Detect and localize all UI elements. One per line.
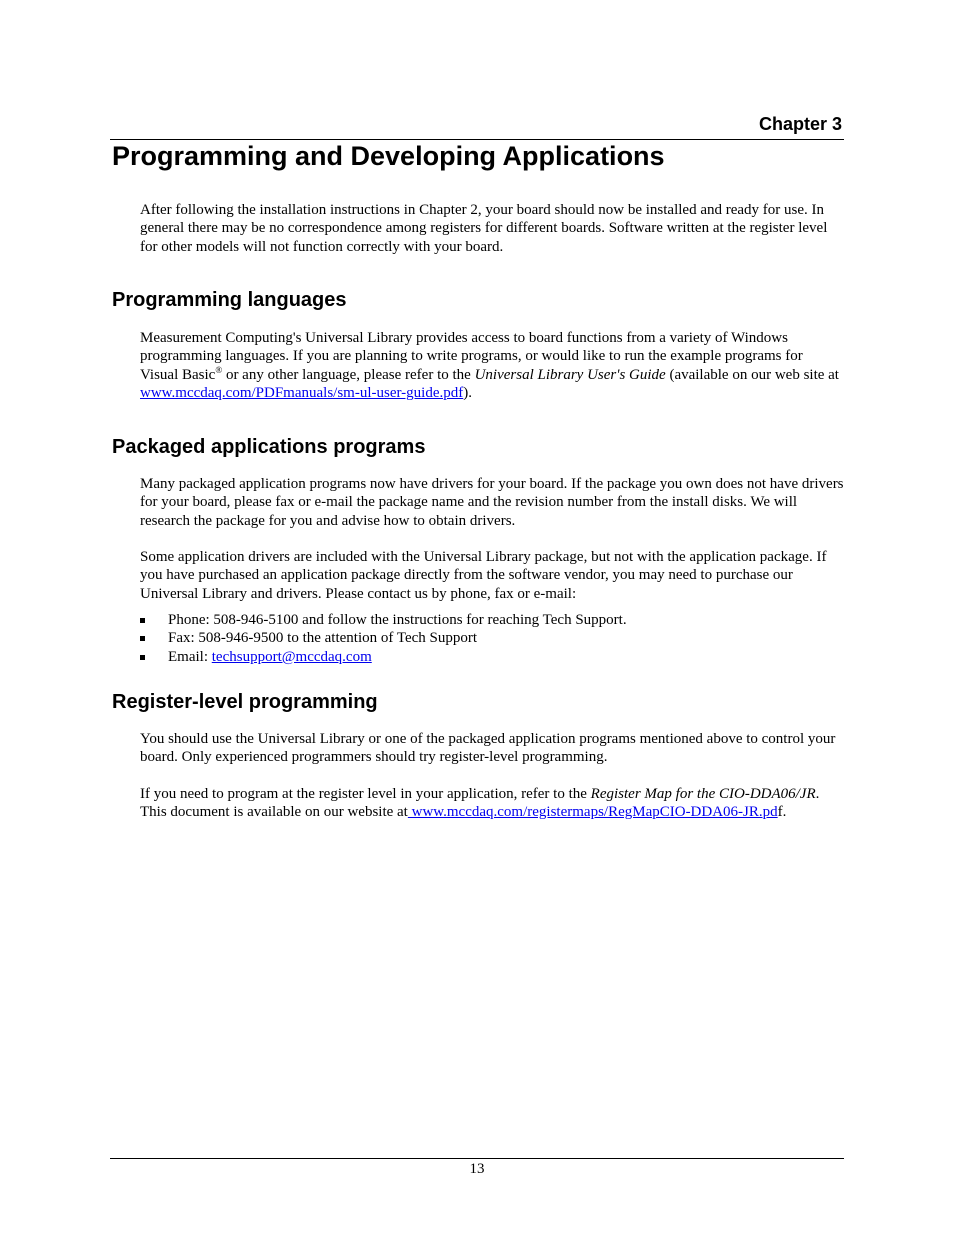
page-title: Programming and Developing Applications <box>112 141 665 171</box>
chapter-label: Chapter 3 <box>758 114 842 134</box>
list-item-email <box>140 648 844 666</box>
ul-users-guide-title: Universal Library User's Guide <box>474 366 666 383</box>
intro-paragraph: After following the installation instructions in Chapter 2, your board should now be installed and ready for use. In general there may be no correspondence among registers for different boards. Software written at the register level for other models will not function correctly with your board. <box>140 202 828 255</box>
techsupport-email-link[interactable]: techsupport@mccdaq.com <box>211 648 372 665</box>
contact-list <box>140 611 844 666</box>
registered-mark: ® <box>215 364 223 375</box>
languages-paragraph <box>140 329 844 403</box>
packaged-paragraph-1: Many packaged application programs now have drivers for your board. If the package you own does not have drivers for your board, please fax or e-mail the package name and the revision number from the install disks. We will research the package for you and advise how to obtain drivers. <box>140 476 844 529</box>
languages-text-1: Measurement Computing's Universal Library provides access to board functions from a variety of Windows programming languages. If you are planning to write programs, or would like to run the example programs for Visual Basic <box>140 330 803 383</box>
heading-packaged-applications: Packaged applications programs <box>112 436 426 458</box>
register-map-title: Register Map for the CIO-DDA06/JR <box>590 786 816 802</box>
square-bullet-icon <box>140 636 145 641</box>
list-item-phone <box>140 611 844 629</box>
bottom-rule <box>110 1158 844 1159</box>
square-bullet-icon <box>140 618 145 623</box>
heading-programming-languages: Programming languages <box>112 289 347 311</box>
packaged-paragraph-2: Some application drivers are included with the Universal Library package, but not with the application package. If you have purchased an application package directly from the software vendor, you may need to purchase our Universal Library and drivers. Please contact us by phone, fax or e-mail: <box>140 549 827 602</box>
fax-text: Fax: 508-946-9500 to the attention of Tech Support <box>168 630 478 647</box>
register-text-1: If you need to program at the register level in your application, refer to the <box>140 786 591 802</box>
register-paragraph-1: You should use the Universal Library or one of the packaged application programs mentioned above to control your board. Only experienced programmers should try register-level programming. <box>140 731 836 766</box>
list-item-fax <box>140 629 844 647</box>
register-text-3: f. <box>777 804 787 821</box>
register-paragraph-2 <box>140 785 844 822</box>
phone-text: Phone: 508-946-5100 and follow the instructions for reaching Tech Support. <box>168 612 627 628</box>
register-text-2: . This document is available on our website at <box>140 786 820 821</box>
register-map-link[interactable]: www.mccdaq.com/registermaps/RegMapCIO-DDA06-JR.pd <box>407 804 778 821</box>
languages-text-2: or any other language, please refer to the <box>222 366 475 383</box>
languages-text-3: (available on our web site at <box>665 366 839 383</box>
email-label: Email: <box>168 648 212 665</box>
heading-register-level: Register-level programming <box>112 691 378 713</box>
languages-text-4: ). <box>463 385 472 402</box>
page-number: 13 <box>469 1161 485 1177</box>
ul-guide-link[interactable]: www.mccdaq.com/PDFmanuals/sm-ul-user-guide.pdf <box>140 385 464 402</box>
top-rule <box>110 139 844 140</box>
square-bullet-icon <box>140 655 145 660</box>
